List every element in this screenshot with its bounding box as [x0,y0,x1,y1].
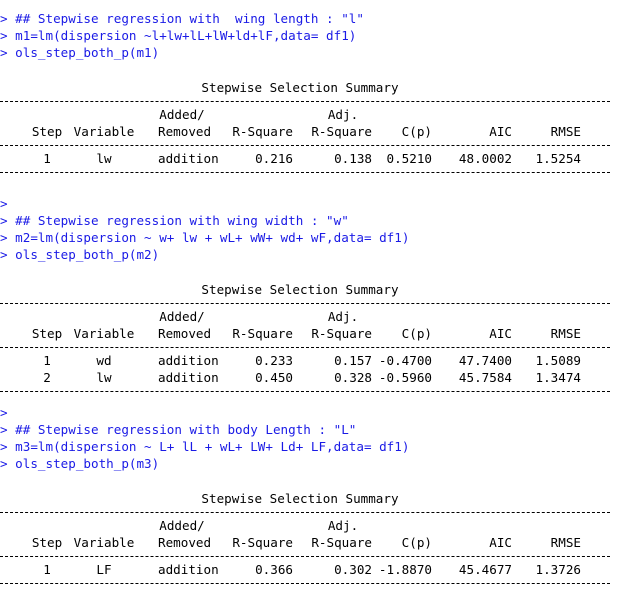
table-cell: 48.0002 [458,151,512,166]
table-rule-bottom [0,583,610,584]
table-cell: 0.5210 [386,151,432,166]
table-header-cell: C(p) [401,535,432,550]
table-cell: 0.450 [255,370,293,385]
table-rule-header [0,145,610,146]
console-command-line: > ols_step_both_p(m2) [0,247,160,262]
table-header-cell: R-Square [232,326,293,341]
table-cell: 1 [43,562,51,577]
table-header-cell: RMSE [550,326,581,341]
table-rule-top [0,101,610,102]
table-header-cell: R-Square [311,535,372,550]
table-header-cell: Variable [73,124,135,139]
table-cell: 47.7400 [458,353,512,368]
console-command-line: > [0,196,8,211]
table-cell: -1.8870 [378,562,432,577]
console-command-line: > m1=lm(dispersion ~l+lw+lL+lW+ld+lF,data= df1) [0,28,357,43]
console-command-line: > [0,405,8,420]
summary-title: Stepwise Selection Summary [201,282,399,297]
table-rule-top [0,512,610,513]
table-cell: 1 [43,353,51,368]
table-header-cell: R-Square [311,124,372,139]
table-header-cell: AIC [489,326,512,341]
table-rule-bottom [0,172,610,173]
table-cell: 1.3474 [535,370,581,385]
table-cell: 0.366 [255,562,293,577]
table-header-cell: C(p) [401,124,432,139]
console-command-line: > ols_step_both_p(m3) [0,456,160,471]
table-header-cell: R-Square [232,124,293,139]
table-cell: 1.5089 [535,353,581,368]
table-cell: 0.157 [334,353,372,368]
table-cell: 0.216 [255,151,293,166]
table-header-upper: Added/ [159,518,205,533]
table-header-cell: Step [31,124,63,139]
table-header-cell: RMSE [550,535,581,550]
table-header-upper: Added/ [159,309,205,324]
table-cell: lw [96,151,112,166]
table-cell: addition [158,370,219,385]
table-cell: addition [158,151,219,166]
console-command-line: > ## Stepwise regression with body Length : "L" [0,422,357,437]
table-cell: 0.302 [334,562,372,577]
table-cell: 0.328 [334,370,372,385]
table-rule-top [0,303,610,304]
console-command-line: > ## Stepwise regression with wing width : "w" [0,213,349,228]
table-header-cell: R-Square [232,535,293,550]
table-header-cell: Removed [158,124,212,139]
table-header-cell: Step [31,326,63,341]
table-header-cell: Removed [158,326,212,341]
table-cell: 0.233 [255,353,293,368]
table-header-cell: RMSE [550,124,581,139]
table-cell: 45.7584 [458,370,512,385]
table-cell: lw [96,370,112,385]
table-header-cell: AIC [489,535,512,550]
table-cell: addition [158,353,219,368]
table-cell: addition [158,562,219,577]
table-header-cell: AIC [489,124,512,139]
table-cell: -0.4700 [378,353,432,368]
table-cell: 2 [43,370,51,385]
table-header-upper: Adj. [327,518,359,533]
table-cell: 0.138 [334,151,372,166]
table-cell: wd [96,353,112,368]
console-command-line: > m3=lm(dispersion ~ L+ lL + wL+ LW+ Ld+ LF,data= df1) [0,439,410,454]
table-cell: LF [96,562,112,577]
table-header-upper: Adj. [327,309,359,324]
table-cell: 1 [43,151,51,166]
table-cell: 1.3726 [535,562,581,577]
table-header-cell: Step [31,535,63,550]
table-rule-bottom [0,391,610,392]
console-command-line: > ols_step_both_p(m1) [0,45,160,60]
table-cell: 1.5254 [535,151,581,166]
table-header-upper: Added/ [159,107,205,122]
table-rule-header [0,347,610,348]
table-cell: -0.5960 [378,370,432,385]
table-header-cell: Variable [73,535,135,550]
table-header-cell: Variable [73,326,135,341]
table-cell: 45.4677 [458,562,512,577]
table-header-upper: Adj. [327,107,359,122]
table-header-cell: R-Square [311,326,372,341]
table-rule-header [0,556,610,557]
table-header-cell: Removed [158,535,212,550]
summary-title: Stepwise Selection Summary [201,80,399,95]
table-header-cell: C(p) [401,326,432,341]
console-command-line: > ## Stepwise regression with wing length : "l" [0,11,364,26]
console-command-line: > m2=lm(dispersion ~ w+ lw + wL+ wW+ wd+ wF,data= df1) [0,230,410,245]
summary-title: Stepwise Selection Summary [201,491,399,506]
